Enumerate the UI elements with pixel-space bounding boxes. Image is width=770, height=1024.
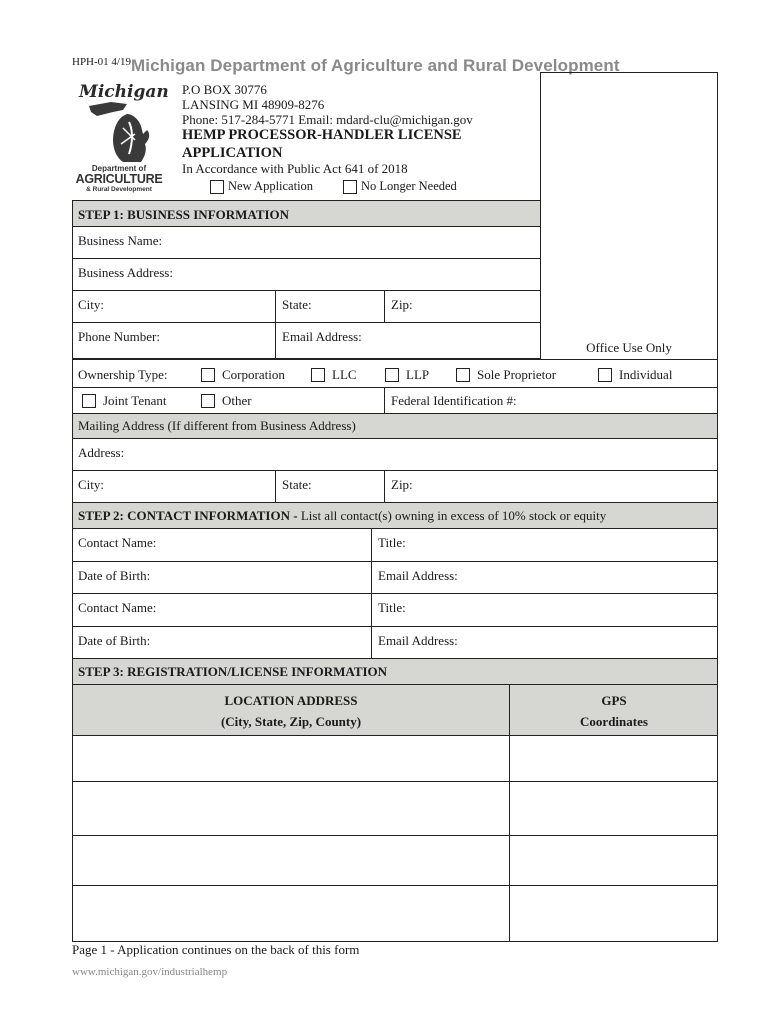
title-line-1: HEMP PROCESSOR-HANDLER LICENSE <box>182 127 462 143</box>
gps-cell[interactable] <box>510 886 718 941</box>
llp-option[interactable] <box>385 367 429 383</box>
sole-proprietor-label: Sole Proprietor <box>477 367 557 382</box>
contact-name-label-2[interactable]: Contact Name: <box>78 600 157 615</box>
location-header-line-2: (City, State, Zip, County) <box>220 714 362 729</box>
michigan-map-icon <box>83 100 157 166</box>
gps-header <box>510 690 718 732</box>
application-title <box>182 126 462 162</box>
mailing-address-row[interactable] <box>72 439 718 471</box>
divider <box>384 471 385 502</box>
business-address-label: Business Address: <box>78 265 173 280</box>
zip-label[interactable]: Zip: <box>391 297 413 312</box>
mdard-logo <box>75 82 169 194</box>
sole-proprietor-checkbox[interactable] <box>456 368 470 382</box>
form-id: HPH-01 4/19 <box>72 56 131 68</box>
location-address-cell[interactable] <box>73 836 509 885</box>
business-address-row[interactable] <box>72 259 541 291</box>
mailing-city-label[interactable]: City: <box>78 477 105 492</box>
title-label-2[interactable]: Title: <box>378 600 406 615</box>
no-longer-needed-checkbox[interactable] <box>343 180 357 194</box>
location-row <box>72 886 718 942</box>
location-header-row <box>72 685 718 736</box>
department-title: Michigan Department of Agriculture and Rural Development <box>131 56 620 75</box>
ownership-type-label: Ownership Type: <box>78 367 168 382</box>
ownership-row-2 <box>72 388 718 414</box>
business-name-label: Business Name: <box>78 233 163 248</box>
llc-label: LLC <box>332 367 357 382</box>
divider <box>275 323 276 358</box>
llp-checkbox[interactable] <box>385 368 399 382</box>
contact-line: Phone: 517-284-5771 Email: mdard-clu@michigan.gov <box>182 112 473 127</box>
dob-label-2[interactable]: Date of Birth: <box>78 633 151 648</box>
divider <box>371 529 372 561</box>
dob-label[interactable]: Date of Birth: <box>78 568 151 583</box>
title-line-2: APPLICATION <box>182 145 283 161</box>
federal-id-label[interactable]: Federal Identification #: <box>391 393 517 408</box>
joint-tenant-label: Joint Tenant <box>103 393 167 408</box>
no-longer-needed-label: No Longer Needed <box>361 179 457 193</box>
footer-url-link[interactable]: www.michigan.gov/industrialhemp <box>72 966 228 978</box>
location-address-cell[interactable] <box>73 736 509 781</box>
location-address-cell[interactable] <box>73 886 509 941</box>
gps-header-line-1: GPS <box>601 693 627 708</box>
mailing-city-state-zip-row <box>72 471 718 503</box>
divider <box>384 388 385 413</box>
llc-option[interactable] <box>311 367 357 383</box>
phone-label[interactable]: Phone Number: <box>78 329 160 344</box>
new-application-checkbox[interactable] <box>210 180 224 194</box>
mailing-heading: Mailing Address (If different from Business Address) <box>78 418 356 433</box>
step1-heading-row <box>72 200 541 227</box>
logo-script-text: Michigan <box>79 82 169 102</box>
joint-tenant-option[interactable] <box>82 393 166 409</box>
email-label[interactable]: Email Address: <box>282 329 362 344</box>
po-box: P.O BOX 30776 <box>182 82 267 97</box>
step2-heading-note: List all contact(s) owning in excess of 10% stock or equity <box>300 508 607 523</box>
step2-heading-title: STEP 2: CONTACT INFORMATION - <box>78 508 301 523</box>
gps-cell[interactable] <box>510 782 718 835</box>
city-state-zip-row <box>72 291 541 323</box>
location-row <box>72 736 718 782</box>
divider <box>371 562 372 593</box>
step1-heading: STEP 1: BUSINESS INFORMATION <box>78 207 290 222</box>
logo-rural-dev-text: & Rural Development <box>86 186 152 193</box>
corporation-option[interactable] <box>201 367 285 383</box>
city-line: LANSING MI 48909-8276 <box>182 97 325 112</box>
phone-email-row <box>72 323 541 359</box>
new-application-option[interactable] <box>210 179 313 194</box>
divider <box>371 594 372 626</box>
mailing-zip-label[interactable]: Zip: <box>391 477 413 492</box>
llc-checkbox[interactable] <box>311 368 325 382</box>
accordance-text: In Accordance with Public Act 641 of 2018 <box>182 161 408 176</box>
other-checkbox[interactable] <box>201 394 215 408</box>
contact-row-1 <box>72 529 718 562</box>
state-label[interactable]: State: <box>282 297 312 312</box>
joint-tenant-checkbox[interactable] <box>82 394 96 408</box>
other-option[interactable] <box>201 393 252 409</box>
gps-cell[interactable] <box>510 736 718 781</box>
step2-heading <box>73 503 611 528</box>
step3-heading-row <box>72 659 718 685</box>
contact-row-2 <box>72 562 718 594</box>
contact-row-3 <box>72 594 718 627</box>
individual-label: Individual <box>619 367 673 382</box>
gps-cell[interactable] <box>510 836 718 885</box>
logo-dept-text: Department of <box>91 164 147 173</box>
ownership-row <box>72 359 718 388</box>
llp-label: LLP <box>406 367 430 382</box>
contact-email-label[interactable]: Email Address: <box>378 568 458 583</box>
step3-heading: STEP 3: REGISTRATION/LICENSE INFORMATION <box>78 664 388 679</box>
office-use-label: Office Use Only <box>586 340 672 355</box>
divider <box>275 291 276 322</box>
sole-proprietor-option[interactable] <box>456 367 556 383</box>
step2-heading-row <box>72 503 718 529</box>
mailing-heading-row <box>72 414 718 439</box>
contact-email-label-2[interactable]: Email Address: <box>378 633 458 648</box>
location-address-cell[interactable] <box>73 782 509 835</box>
city-label[interactable]: City: <box>78 297 105 312</box>
no-longer-needed-option[interactable] <box>343 179 457 194</box>
corporation-label: Corporation <box>222 367 285 382</box>
contact-name-label[interactable]: Contact Name: <box>78 535 157 550</box>
page-note: Page 1 - Application continues on the back of this form <box>72 942 360 957</box>
title-label[interactable]: Title: <box>378 535 406 550</box>
office-use-box <box>540 72 718 359</box>
contact-row-4 <box>72 627 718 659</box>
location-header-line-1: LOCATION ADDRESS <box>224 693 358 708</box>
logo-agriculture-text: AGRICULTURE <box>75 172 163 186</box>
business-name-row[interactable] <box>72 227 541 259</box>
new-application-label: New Application <box>228 179 314 193</box>
divider <box>371 627 372 658</box>
other-label: Other <box>222 393 252 408</box>
location-row <box>72 836 718 886</box>
corporation-checkbox[interactable] <box>201 368 215 382</box>
location-row <box>72 782 718 836</box>
mailing-state-label[interactable]: State: <box>282 477 312 492</box>
location-address-header <box>73 690 509 732</box>
divider <box>384 291 385 322</box>
individual-checkbox[interactable] <box>598 368 612 382</box>
mailing-address-label: Address: <box>78 445 125 460</box>
gps-header-line-2: Coordinates <box>580 714 648 729</box>
divider <box>275 471 276 502</box>
individual-option[interactable] <box>598 367 672 383</box>
